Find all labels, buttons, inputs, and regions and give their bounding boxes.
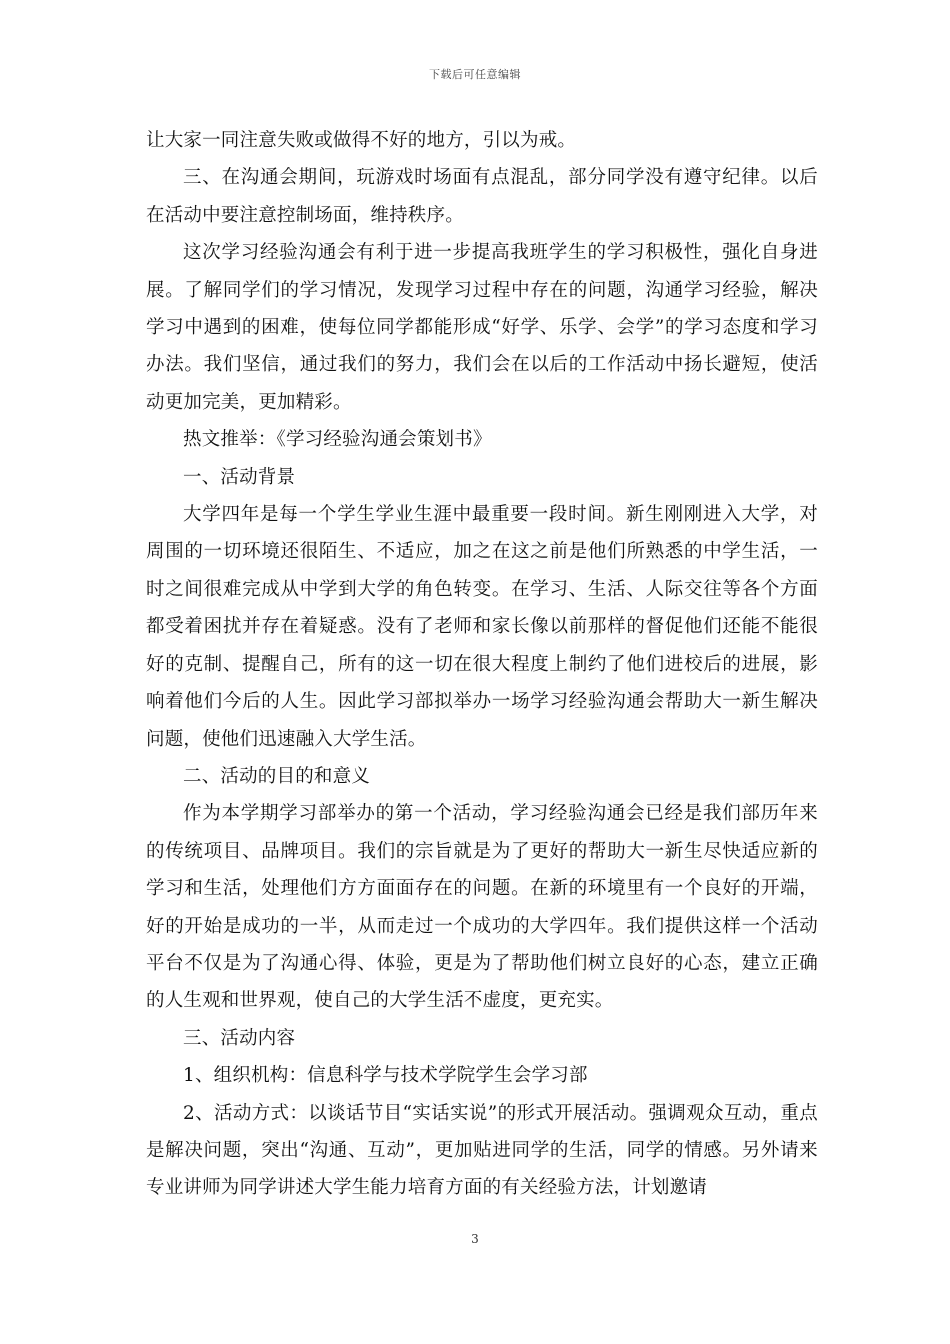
paragraph: 让大家一同注意失败或做得不好的地方，引以为戒。 — [146, 130, 577, 151]
document-body — [146, 122, 818, 1207]
paragraph: 大学四年是每一个学生学业生涯中最重要一段时间。新生刚刚进入大学，对周围的一切环境还很陌生、不适应，加之在这之前是他们所熟悉的中学生活，一时之间很难完成从中学到大学的角色转变。在学习、生活、人际交往等各个方面都受着困扰并存在着疑惑。没有了老师和家长像以前那样的督促他们还能不能很好的克制、提醒自己，所有的这一切在很大程度上制约了他们进校后的进展，影响着他们今后的人生。因此学习部拟举办一场学习经验沟通会帮助大一新生解决问题，使他们迅速融入大学生活。 — [146, 504, 818, 750]
section-heading: 一、活动背景 — [183, 466, 296, 488]
page-number: 3 — [471, 1232, 479, 1246]
paragraph: 三、在沟通会期间，玩游戏时场面有点混乱，部分同学没有遵守纪律。以后在活动中要注意控制场面，维持秩序。 — [146, 167, 818, 226]
recommended-article: 热文推举：《学习经验沟通会策划书》 — [183, 429, 492, 451]
paragraph: 这次学习经验沟通会有利于进一步提高我班学生的学习积极性，强化自身进展。了解同学们的学习情况，发现学习过程中存在的问题，沟通学习经验，解决学习中遇到的困难，使每位同学都能形成“好学、乐学、会学”的学习态度和学习办法。我们坚信，通过我们的努力，我们会在以后的工作活动中扬长避短，使活动更加完美，更加精彩。 — [146, 242, 818, 413]
paragraph: 作为本学期学习部举办的第一个活动，学习经验沟通会已经是我们部历年来的传统项目、品牌项目。我们的宗旨就是为了更好的帮助大一新生尽快适应新的学习和生活，处理他们方方面面存在的问题。在新的环境里有一个良好的开端，好的开始是成功的一半，从而走过一个成功的大学四年。我们提供这样一个活动平台不仅是为了沟通心得、体验，更是为了帮助他们树立良好的心态，建立正确的人生观和世界观，使自己的大学生活不虚度，更充实。 — [146, 803, 818, 1012]
list-item: 1、组织机构：信息科学与技术学院学生会学习部 — [183, 1065, 588, 1087]
page-header: 下载后可任意编辑 — [429, 68, 521, 81]
list-item: 2、活动方式：以谈话节目“实话实说”的形式开展活动。强调观众互动，重点是解决问题，突出“沟通、互动”，更加贴进同学的生活，同学的情感。另外请来专业讲师为同学讲述大学生能力培育方面的有关经验方法，计划邀请 — [146, 1102, 818, 1199]
section-heading: 三、活动内容 — [183, 1027, 296, 1049]
section-heading: 二、活动的目的和意义 — [183, 765, 371, 787]
